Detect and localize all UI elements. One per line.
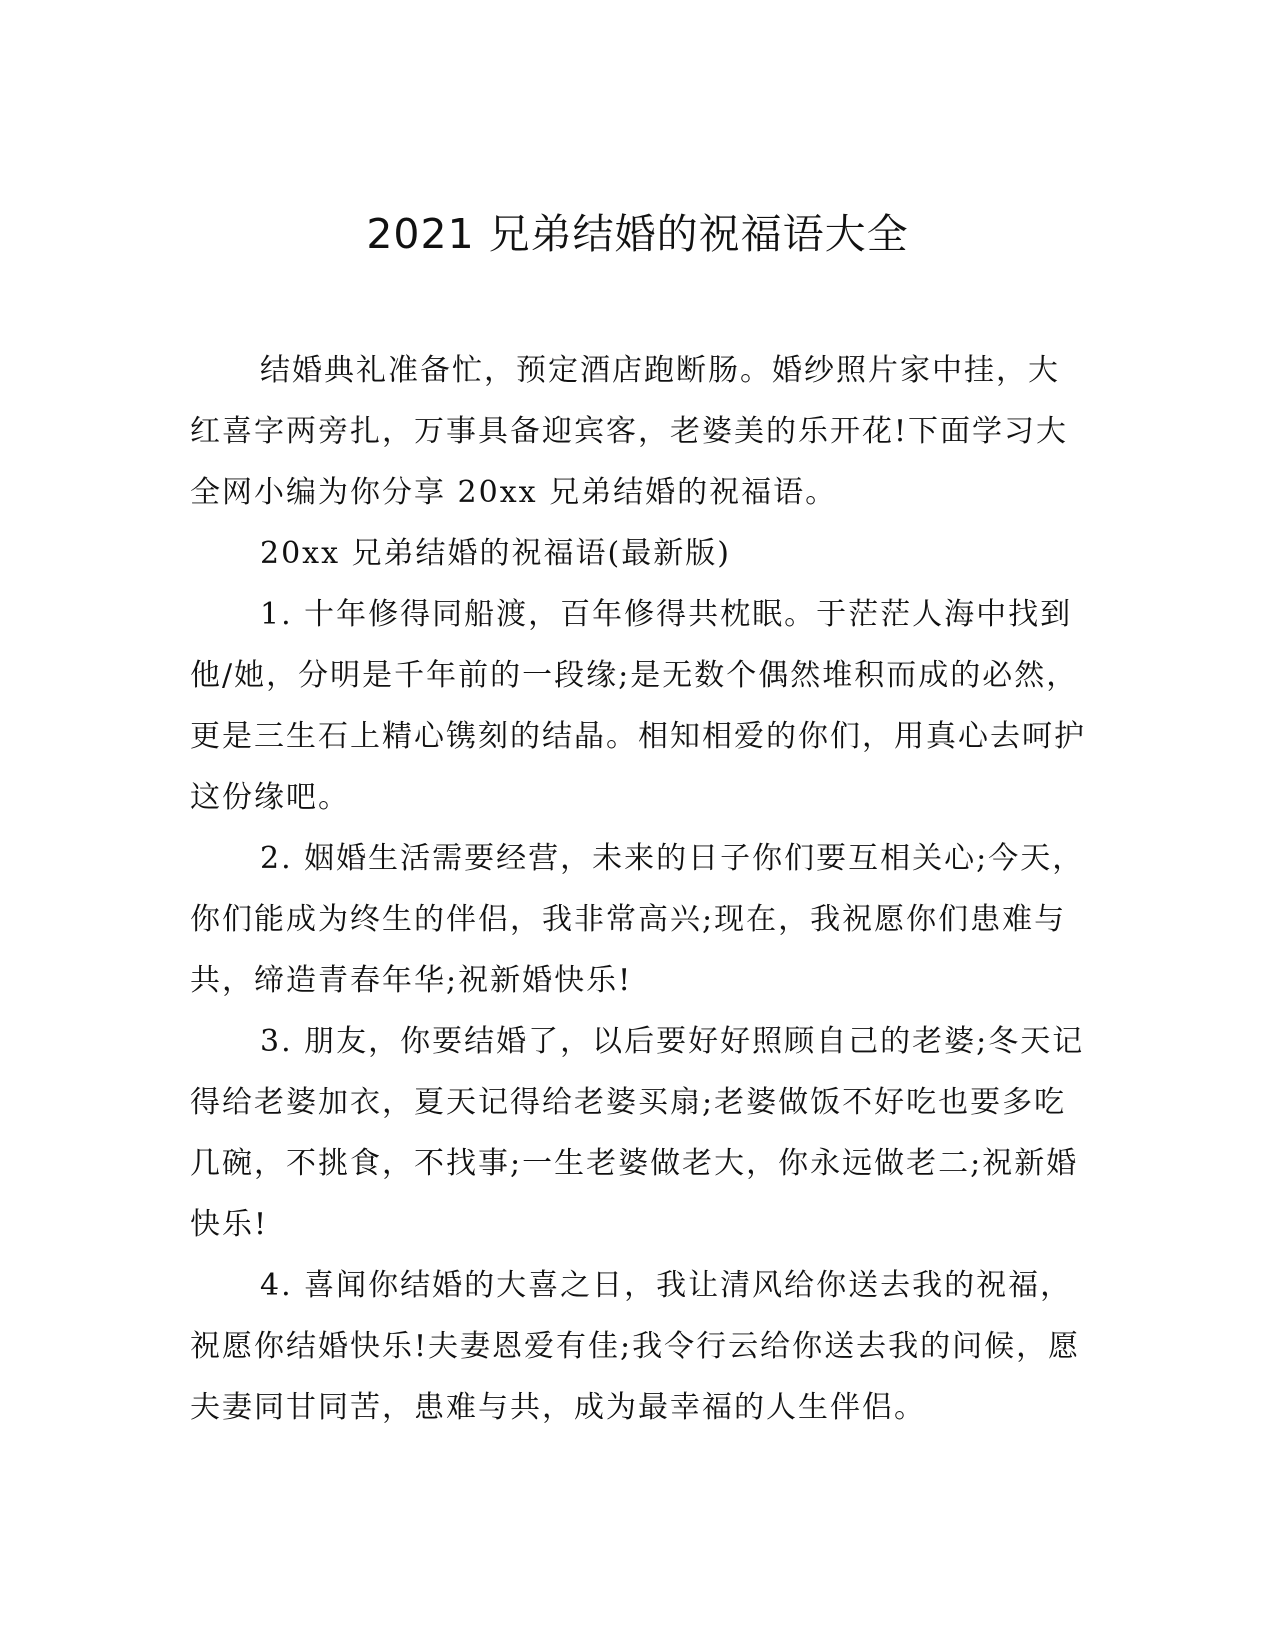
blessing-item-3: 3. 朋友，你要结婚了，以后要好好照顾自己的老婆;冬天记得给老婆加衣，夏天记得给老婆买扇;老婆做饭不好吃也要多吃几碗，不挑食，不找事;一生老婆做老大，你永远做老二;祝新婚快乐! xyxy=(190,1024,1085,1242)
document-body xyxy=(190,340,1090,1438)
blessing-item-1: 1. 十年修得同船渡，百年修得共枕眠。于茫茫人海中找到他/她，分明是千年前的一段缘;是无数个偶然堆积而成的必然，更是三生石上精心镌刻的结晶。相知相爱的你们，用真心去呵护这份缘吧。 xyxy=(190,597,1086,815)
blessing-item-2: 2. 姻婚生活需要经营，未来的日子你们要互相关心;今天，你们能成为终生的伴侣，我非常高兴;现在，我祝愿你们患难与共，缔造青春年华;祝新婚快乐! xyxy=(190,841,1085,998)
section-heading: 20xx 兄弟结婚的祝福语(最新版) xyxy=(260,536,731,571)
blessing-item-4: 4. 喜闻你结婚的大喜之日，我让清风给你送去我的祝福，祝愿你结婚快乐!夫妻恩爱有佳;我令行云给你送去我的问候，愿夫妻同甘同苦，患难与共，成为最幸福的人生伴侣。 xyxy=(190,1268,1081,1425)
document-title: 2021 兄弟结婚的祝福语大全 xyxy=(366,210,909,258)
intro-paragraph: 结婚典礼准备忙，预定酒店跑断肠。婚纱照片家中挂，大红喜字两旁扎，万事具备迎宾客，老婆美的乐开花!下面学习大全网小编为你分享 20xx 兄弟结婚的祝福语。 xyxy=(190,353,1069,510)
